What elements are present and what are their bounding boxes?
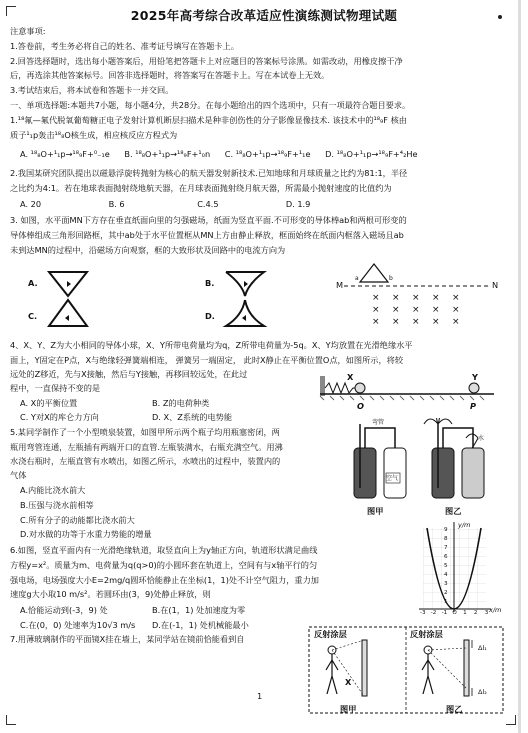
q4-label-Y: Y	[472, 372, 478, 382]
q5-line-4: 气体	[10, 470, 27, 480]
q6-line-4: 速度g大小取10 m/s²。若圆环由(3，9)处静止释放，则	[10, 589, 211, 599]
svg-text:×: ×	[392, 305, 400, 315]
q4-line-3: 远处的Z移近，先与X接触，然后与Y接触，再移回较远处，在此过	[10, 369, 248, 379]
page-edge	[518, 0, 521, 733]
q4-option-b: B. Z的电荷种类	[152, 398, 210, 408]
q6-yticks	[444, 526, 448, 607]
q7-coat-label-2: 反射涂层	[410, 629, 443, 639]
crop-mark-br	[506, 715, 516, 725]
q6-line-3: 强电场，电场强度大小E=2mg/q圆环恰能静止在坐标(1，1)处不计空气阻力，重力加	[10, 575, 319, 585]
q3-label-a: A.	[28, 278, 38, 288]
q2-option-b: B. 6	[108, 199, 125, 209]
svg-text:×: ×	[432, 293, 440, 303]
q7-fig-1-label: 图甲	[340, 704, 357, 714]
q6-xtick: -1	[441, 610, 448, 616]
q7-coat-label-1: 反射涂层	[314, 629, 347, 639]
q6-xtick: 3	[484, 610, 489, 616]
q2-line-1: 2.我国某研究团队提出以磁悬浮旋转抛射为核心的航天器发射新技术.已知地球和月球质量之比约为81:1，半径	[10, 168, 408, 178]
svg-text:×: ×	[432, 305, 440, 315]
svg-text:×: ×	[432, 317, 440, 327]
q3-option-c-figure	[45, 296, 93, 332]
q5-option-c: C.所有分子的动能都比浇水前大	[20, 515, 135, 525]
q6-ytick: 2	[444, 590, 448, 596]
svg-text:×: ×	[372, 305, 380, 315]
q2-option-a: A. 20	[20, 199, 42, 209]
svg-text:×: ×	[412, 305, 420, 315]
q3-label-d: D.	[205, 311, 215, 321]
crop-mark-bl	[6, 715, 16, 725]
svg-text:×: ×	[372, 317, 380, 327]
q4-line-4: 程中，一直保持不变的是	[10, 383, 101, 393]
q4-line-1: 4、X、Y、Z为大小相同的导体小球，X、Y所带电荷量均为q，Z所带电荷量为-5q。X、Y均放置在光滑绝缘水平	[10, 340, 413, 350]
q5-option-b: B.压强与浇水前相等	[20, 500, 94, 510]
svg-text:×: ×	[452, 305, 460, 315]
q5-line-2: 瓶用弯管连通，左瓶插有两端开口的直管.左瓶装满水，右瓶充满空气。用沸	[10, 442, 283, 452]
svg-text:×: ×	[412, 317, 420, 327]
note-2: 2.回答选择题时，选出每小题答案后，用铅笔把答题卡上对应题目的答案标号涂黑。如需改动，用橡皮擦干净	[10, 56, 403, 66]
q3-label-a-end: a	[355, 275, 359, 282]
q5-label-water: 水	[478, 435, 485, 442]
q5-line-1: 5.某同学制作了一个小型喷泉装置，如图甲所示两个瓶子均用瓶塞密闭，两	[10, 427, 280, 437]
q6-xtick: 1	[463, 610, 467, 616]
svg-text:×: ×	[412, 293, 420, 303]
section-1-heading: 一、单项选择题:本题共7小题，每小题4分，共28分。在每小题给出的四个选项中，只有一项最符合题目要求。	[10, 100, 411, 110]
svg-text:×: ×	[392, 317, 400, 327]
q3-option-a-figure	[45, 266, 93, 300]
q2-options	[20, 198, 372, 211]
q3-label-M: M	[336, 280, 344, 290]
q7-fig-2-label: 图乙	[446, 704, 463, 714]
svg-text:×: ×	[452, 317, 460, 327]
q4-option-d: D. X、Z系统的电势能	[152, 412, 233, 422]
q6-parabola-plot	[405, 520, 495, 620]
q1-line-2: 质子¹₁p轰击¹⁸₈O核生成，相应核反应方程式为	[10, 130, 178, 140]
q7-dl1: Δl₁	[478, 644, 487, 652]
note-1: 1.答卷前，考生务必将自己的姓名、准考证号填写在答题卡上。	[10, 41, 239, 51]
q3-field-diagram	[340, 262, 500, 330]
q6-ytick: 1	[444, 599, 448, 605]
notes-heading: 注意事项:	[10, 26, 46, 36]
q3-line-1: 3. 如图，水平面MN下方存在垂直纸面向里的匀强磁场，纸面为竖直平面.不可形变的导体棒ab和两根可形变的	[10, 215, 407, 225]
q2-option-d: D. 1.9	[285, 199, 311, 209]
q6-xtick: -3	[420, 610, 426, 616]
svg-text:×: ×	[372, 293, 380, 303]
q6-ytick: 7	[444, 545, 448, 551]
q6-ytick: 3	[444, 581, 448, 587]
q6-line-2: 方程y=x²。质量为m、电荷量为q(q>0)的小圆环套在轨道上，空间有与x轴平行的匀	[10, 560, 318, 570]
q5-label-air: 空气	[386, 475, 399, 482]
q6-ytick: 5	[444, 563, 448, 569]
q6-xtick: -2	[430, 610, 437, 616]
q6-xticks	[420, 610, 494, 616]
note-3: 3.考试结束后，将本试卷和答题卡一并交回。	[10, 85, 174, 95]
q5-fountain-diagram	[340, 418, 500, 508]
q2-line-2: 之比约为4:1。若在地球表面抛射绕地航天器，在月球表面抛射绕月航天器，所需最小抛射速度的比值约为	[10, 183, 392, 193]
q5-fig-1-label: 图甲	[367, 506, 384, 516]
q6-option-d: D.在(-1，1) 处机械能最小	[152, 620, 249, 630]
q3-option-b-figure	[222, 266, 270, 300]
q1-line-1: 1.¹⁸氟—氟代脱氧葡萄糖正电子发射计算机断层扫描术是种非创伤性的分子影像显像技术. 该技术中的¹⁸₉F 核由	[10, 115, 407, 125]
q5-option-d: D.对水做的功等于水重力势能的增量	[20, 529, 152, 539]
q3-line-2: 导体棒组成三角形回路框，其中ab处于水平位置框从MN上方由静止释放，框面始终在纸面内框落入磁场且ab	[10, 230, 404, 240]
q6-ylabel: y/m	[458, 521, 471, 529]
q4-label-X: X	[347, 372, 354, 382]
q1-option-b: B. ¹⁸₈O+¹₁p→¹⁸₉F+¹₀n	[124, 149, 211, 159]
q6-option-a: A.恰能运动到(-3，9) 处	[20, 605, 108, 615]
q6-ytick: 8	[444, 536, 448, 542]
q6-option-c: C.在(0，0) 处速率为10√3 m/s	[20, 620, 136, 630]
q1-option-c: C. ¹⁸₈O+¹₁p→¹⁸₉F+¹₁e	[224, 149, 311, 159]
q1-options	[20, 148, 430, 161]
q3-line-3: 未到达MN的过程中，沿磁场方向观察，框的大致形状及回路中的电流方向为	[10, 245, 286, 255]
q6-xtick: 2	[473, 610, 478, 616]
q7-mirror-x: X	[345, 677, 352, 687]
q1-option-d: D. ¹⁸₈O+¹₁p→¹⁸₉F+⁴₂He	[325, 149, 418, 159]
svg-text:×: ×	[452, 293, 460, 303]
q6-option-b: B.在(1，1) 处加速度为零	[152, 605, 246, 615]
q4-label-P: P	[470, 401, 477, 411]
note-2b: 后，再选涂其他答案标号。回答非选择题时，将答案写在答题卡上。写在本试卷上无效。	[10, 70, 330, 80]
q1-option-a: A. ¹⁸₈O+¹₁p→¹⁸₉F+⁰₋₁e	[20, 149, 110, 159]
q4-option-c: C. Y对X的库仑力方向	[20, 412, 99, 422]
q7-line-1: 7.用薄玻璃制作的平面镜X挂在墙上，某同学站在镜前恰能看到自	[10, 634, 245, 644]
q6-line-1: 6.如图，竖直平面内有一光滑绝缘轨道，取竖直向上为y轴正方向，轨道形状满足曲线	[10, 545, 318, 555]
q6-ytick: 6	[444, 554, 448, 560]
q3-label-c: C.	[28, 311, 38, 321]
q4-option-a: A. X的平衡位置	[20, 398, 78, 408]
q3-label-N: N	[492, 280, 499, 290]
svg-text:×: ×	[392, 293, 400, 303]
q2-option-c: C.4.5	[197, 199, 219, 209]
q6-ytick: 9	[444, 527, 448, 533]
q5-fig-2-label: 图乙	[445, 506, 462, 516]
q5-label-bend: 弯管	[372, 419, 385, 426]
q5-line-3: 水浇右瓶时，左瓶直管有水喷出，如图乙所示，水喷出的过程中，装置内的	[10, 456, 281, 466]
q3-label-b: B.	[205, 278, 215, 288]
q4-line-2: 面上，Y固定在P点，X与绝缘轻弹簧端相连， 弹簧另一端固定， 此时X静止在平衡位置O点，如图所示，将较	[10, 355, 404, 365]
page-title: 2025年高考综合改革适应性演练测试物理试题	[130, 8, 398, 23]
q5-option-a: A.内能比浇水前大	[20, 485, 86, 495]
q7-dl2: Δl₂	[478, 688, 487, 696]
q6-xtick: O	[452, 610, 457, 616]
q3-label-b-end: b	[389, 275, 393, 282]
q6-ytick: 4	[444, 572, 448, 578]
q6-xlabel: x/m	[489, 606, 502, 614]
q3-option-d-figure	[222, 296, 270, 332]
page-number: 1	[257, 691, 263, 701]
q4-label-O: O	[357, 401, 364, 411]
